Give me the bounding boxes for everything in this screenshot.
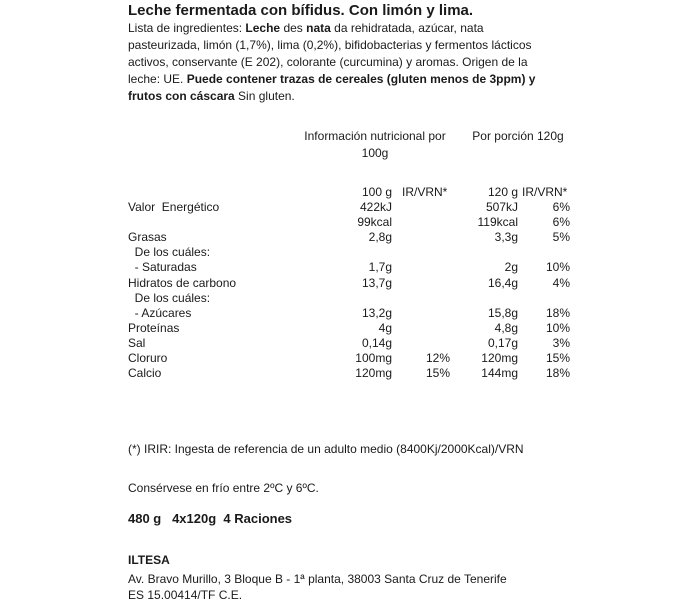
net-weight: 480 g 4x120g 4 Raciones: [128, 511, 293, 526]
nutrient-label: Sal: [128, 336, 146, 350]
ir-per-100g: 12%: [425, 351, 450, 365]
value-per-120g: 144mg: [481, 366, 518, 380]
nutrient-label: Hidratos de carbono: [128, 276, 237, 290]
value-per-100g: 13,2g: [361, 306, 392, 320]
subheader-100g: 100 g: [361, 185, 392, 199]
value-per-100g: 100mg: [355, 351, 392, 365]
ir-per-120g: 15%: [545, 351, 570, 365]
ingredient-leche: Leche: [245, 21, 281, 35]
value-per-100g: 120mg: [355, 366, 392, 380]
nutrient-label: Cloruro: [128, 351, 168, 365]
company-name: ILTESA: [128, 553, 170, 567]
nutrient-label: Grasas: [128, 230, 167, 244]
ir-per-120g: 10%: [545, 321, 570, 335]
ingredient-nata: nata: [306, 21, 331, 35]
allergen-warning: Puede contener trazas de cereales (gluten menos de 3ppm) y frutos con cáscara: [128, 72, 536, 103]
value-per-100g: 13,7g: [361, 276, 392, 290]
ir-per-120g: 18%: [545, 306, 570, 320]
value-per-120g: 120mg: [481, 351, 518, 365]
ingredients-part: des: [280, 21, 307, 35]
product-title: Leche fermentada con bífidus. Con limón y lima.: [128, 2, 474, 19]
nutrient-label: De los cuáles:: [128, 245, 211, 259]
value-per-120g: 15,8g: [487, 306, 518, 320]
subheader-ir-120g: IR/VRN*: [522, 185, 568, 199]
ingredients-part: da rehidratada, azúcar, nata pasteurizada, limón (1,7%), lima (0,2%), bifidobacterias y fermentos lácticos activos, conservante (E 202), colorante (curcumina) y aromas. Origen de la leche: UE.: [128, 21, 532, 86]
gluten-free-note: Sin gluten.: [234, 89, 295, 103]
nutrient-label: Calcio: [128, 366, 162, 380]
ir-per-120g: 18%: [545, 366, 570, 380]
nutrient-label: - Saturadas: [128, 260, 197, 274]
value-per-100g: 422kJ: [359, 200, 392, 214]
nutrient-label: - Azúcares: [128, 306, 192, 320]
value-per-100g: 99kcal: [357, 215, 392, 229]
header-per-portion: Por porción 120g: [472, 129, 564, 143]
subheader-ir-100g: IR/VRN*: [402, 185, 448, 199]
value-per-120g: 119kcal: [477, 215, 518, 229]
footnote: (*) IRIR: Ingesta de referencia de un adulto medio (8400Kj/2000Kcal)/VRN: [128, 442, 524, 456]
value-per-120g: 0,17g: [487, 336, 518, 350]
ir-per-120g: 10%: [545, 260, 570, 274]
ir-per-120g: 4%: [552, 276, 570, 290]
ir-per-100g: 15%: [425, 366, 450, 380]
header-per-100g: Información nutricional por 100g: [304, 129, 446, 160]
storage-instructions: Consérvese en frío entre 2ºC y 6ºC.: [128, 481, 319, 495]
value-per-100g: 4g: [378, 321, 392, 335]
value-per-100g: 1,7g: [368, 260, 392, 274]
value-per-100g: 0,14g: [361, 336, 392, 350]
ingredients-prefix: Lista de ingredientes:: [128, 21, 246, 35]
registration-code: ES 15.00414/TF C.E.: [128, 588, 243, 602]
ir-per-120g: 6%: [552, 200, 570, 214]
value-per-120g: 507kJ: [485, 200, 518, 214]
value-per-120g: 2g: [504, 260, 518, 274]
value-per-100g: 2,8g: [368, 230, 392, 244]
ir-per-120g: 6%: [552, 215, 570, 229]
ir-per-120g: 3%: [552, 336, 570, 350]
company-address: Av. Bravo Murillo, 3 Bloque B - 1ª planta, 38003 Santa Cruz de Tenerife: [128, 572, 507, 586]
ingredients-list: [128, 20, 558, 105]
value-per-120g: 16,4g: [487, 276, 518, 290]
nutrient-label: Proteínas: [128, 321, 180, 335]
value-per-120g: 4,8g: [494, 321, 518, 335]
nutrient-label: De los cuáles:: [128, 291, 211, 305]
nutrient-label: Valor Energético: [128, 200, 220, 214]
value-per-120g: 3,3g: [494, 230, 518, 244]
ir-per-120g: 5%: [552, 230, 570, 244]
subheader-120g: 120 g: [487, 185, 518, 199]
